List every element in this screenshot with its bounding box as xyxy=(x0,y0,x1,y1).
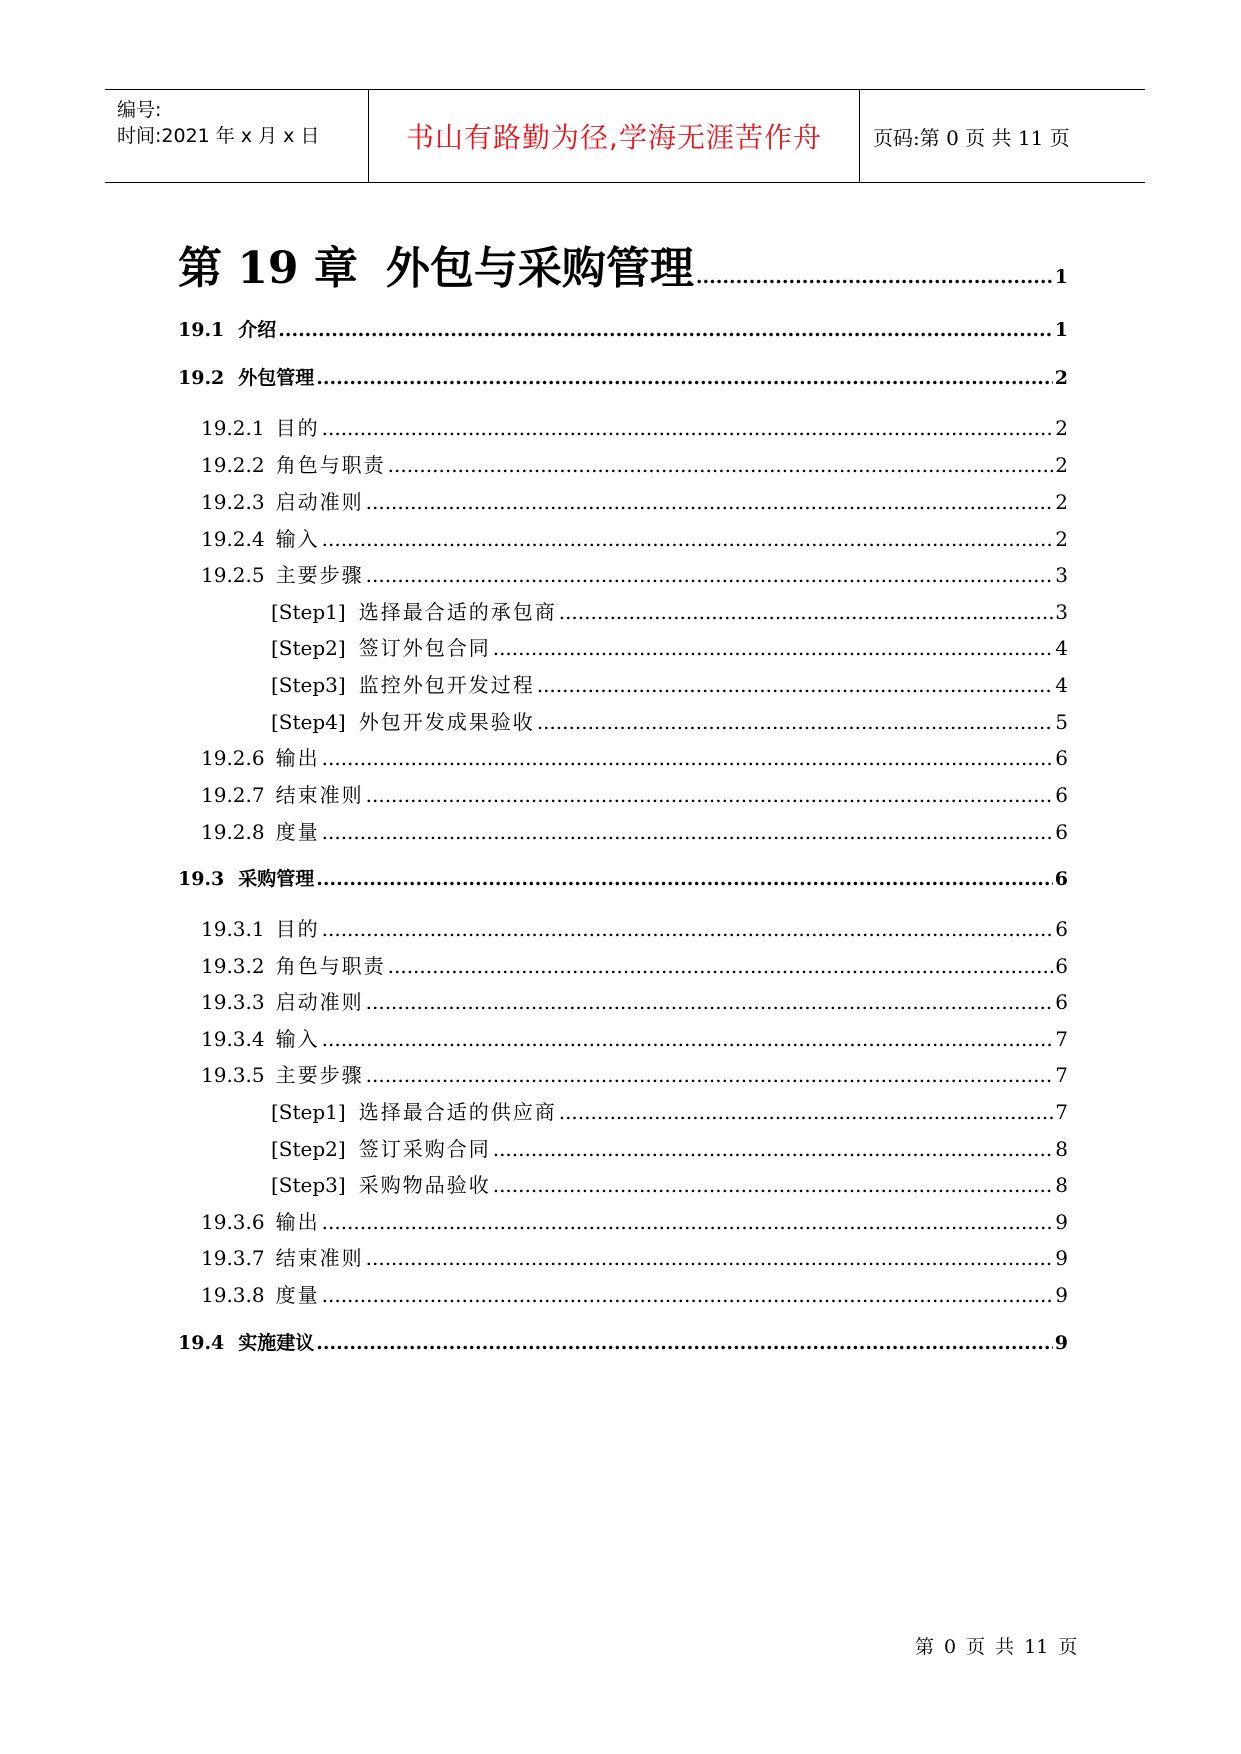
toc-dot-leader xyxy=(316,868,1052,890)
toc-entry-page: 9 xyxy=(1055,1210,1068,1234)
toc-entry-title: 主要步骤 xyxy=(275,563,364,587)
toc-entry-number: 19.4 xyxy=(178,1332,225,1354)
toc-entry-title: 启动准则 xyxy=(275,490,364,514)
toc-entry-page: 2 xyxy=(1055,527,1068,551)
toc-dot-leader xyxy=(493,636,1054,660)
footer-page-unit: 页 xyxy=(966,1636,986,1658)
toc-dot-leader xyxy=(278,319,1052,341)
toc-entry-number: 19.1 xyxy=(178,319,225,341)
header-meta-cell xyxy=(105,90,369,182)
toc-entry-page: 3 xyxy=(1055,563,1068,587)
toc-dot-leader xyxy=(696,266,1053,288)
footer-page-prefix: 第 xyxy=(915,1636,935,1658)
footer-total-prefix: 共 xyxy=(995,1636,1015,1658)
toc-dot-leader xyxy=(366,990,1054,1014)
toc-entry-page: 9 xyxy=(1055,1246,1068,1270)
toc-entry-title: 输出 xyxy=(275,746,320,770)
toc-entry-page: 2 xyxy=(1055,416,1068,440)
toc-entry-19-3-5-step3[interactable] xyxy=(271,1169,1068,1198)
document-number-label: 编号: xyxy=(117,99,162,121)
toc-entry-19-2-5-step3[interactable] xyxy=(271,669,1068,698)
toc-entry-page: 7 xyxy=(1055,1063,1068,1087)
toc-entry-title: 结束准则 xyxy=(275,783,364,807)
toc-entry-number: 19.2.2 xyxy=(201,453,265,477)
toc-entry-title: 采购物品验收 xyxy=(358,1173,491,1197)
toc-entry-page: 2 xyxy=(1054,367,1068,389)
toc-entry-title: 主要步骤 xyxy=(275,1063,364,1087)
toc-entry-title: 输出 xyxy=(275,1210,320,1234)
toc-entry-title: 目的 xyxy=(275,917,320,941)
toc-dot-leader xyxy=(388,954,1054,978)
toc-entry-number: 19.3.8 xyxy=(201,1283,265,1307)
toc-entry-page: 9 xyxy=(1054,1332,1068,1354)
toc-entry-title: 选择最合适的供应商 xyxy=(358,1100,557,1124)
toc-entry-page: 8 xyxy=(1055,1137,1068,1161)
toc-entry-title: 实施建议 xyxy=(238,1332,315,1354)
page-footer xyxy=(915,1632,1087,1659)
toc-dot-leader xyxy=(366,490,1054,514)
toc-dot-leader xyxy=(366,563,1054,587)
toc-entry-number: 19.2 xyxy=(178,367,225,389)
toc-entry-19-3-5[interactable] xyxy=(201,1059,1068,1088)
toc-entry-number: [Step3] xyxy=(271,673,346,697)
toc-entry-19-3-6[interactable] xyxy=(201,1206,1068,1235)
toc-entry-19-2-6[interactable] xyxy=(201,742,1068,771)
toc-entry-title: 启动准则 xyxy=(275,990,364,1014)
toc-entry-title: 角色与职责 xyxy=(275,954,386,978)
toc-entry-title: 外包开发成果验收 xyxy=(358,710,535,734)
toc-entry-number: 19.3.4 xyxy=(201,1027,265,1051)
toc-entry-page: 2 xyxy=(1055,453,1068,477)
toc-entry-title: 度量 xyxy=(275,1283,320,1307)
toc-entry-19-2-2[interactable] xyxy=(201,449,1068,478)
toc-dot-leader xyxy=(366,1246,1054,1270)
toc-dot-leader xyxy=(316,1332,1052,1354)
footer-total-unit: 页 xyxy=(1058,1636,1078,1658)
toc-entry-number: 19.3.3 xyxy=(201,990,265,1014)
toc-entry-number: 19.2.3 xyxy=(201,490,265,514)
toc-entry-title: 外包与采购管理 xyxy=(385,243,694,294)
toc-entry-page: 1 xyxy=(1054,319,1068,341)
toc-entry-number: 19.3 xyxy=(178,868,225,890)
toc-dot-leader xyxy=(322,416,1054,440)
toc-entry-page: 4 xyxy=(1055,673,1068,697)
toc-entry-title: 监控外包开发过程 xyxy=(358,673,535,697)
toc-entry-chapter[interactable] xyxy=(178,232,1068,296)
toc-entry-number: 19.2.6 xyxy=(201,746,265,770)
toc-entry-title: 输入 xyxy=(275,1027,320,1051)
toc-entry-title: 选择最合适的承包商 xyxy=(358,600,557,624)
toc-entry-page: 2 xyxy=(1055,490,1068,514)
page-header xyxy=(105,89,1145,183)
toc-dot-leader xyxy=(366,1063,1054,1087)
toc-entry-page: 4 xyxy=(1055,636,1068,660)
toc-entry-19-3-8[interactable] xyxy=(201,1279,1068,1308)
toc-entry-number: [Step2] xyxy=(271,1137,346,1161)
header-motto-cell xyxy=(369,90,860,182)
toc-entry-19-2[interactable] xyxy=(178,363,1068,390)
toc-entry-title: 签订采购合同 xyxy=(358,1137,491,1161)
toc-entry-number: 19.2.4 xyxy=(201,527,265,551)
toc-entry-title: 角色与职责 xyxy=(275,453,386,477)
toc-entry-number: 19.3.6 xyxy=(201,1210,265,1234)
toc-entry-title: 输入 xyxy=(275,527,320,551)
toc-entry-title: 采购管理 xyxy=(238,868,315,890)
toc-entry-19-3-1[interactable] xyxy=(201,913,1068,942)
toc-entry-19-3-2[interactable] xyxy=(201,950,1068,979)
toc-entry-number: [Step2] xyxy=(271,636,346,660)
toc-entry-19-2-5-step4[interactable] xyxy=(271,706,1068,735)
toc-entry-number: [Step1] xyxy=(271,1100,346,1124)
toc-entry-page: 9 xyxy=(1055,1283,1068,1307)
toc-entry-19-2-1[interactable] xyxy=(201,412,1068,441)
header-motto: 书山有路勤为径,学海无涯苦作舟 xyxy=(406,121,822,154)
toc-dot-leader xyxy=(322,1210,1054,1234)
toc-entry-number: 19.2.7 xyxy=(201,783,265,807)
toc-entry-number: [Step3] xyxy=(271,1173,346,1197)
toc-entry-19-3-7[interactable] xyxy=(201,1242,1068,1271)
toc-dot-leader xyxy=(366,783,1054,807)
header-page-cell xyxy=(860,90,1145,182)
toc-dot-leader xyxy=(388,453,1054,477)
toc-entry-number: [Step1] xyxy=(271,600,346,624)
toc-entry-number: 19.3.1 xyxy=(201,917,265,941)
toc-entry-page: 6 xyxy=(1055,954,1068,978)
toc-entry-19-2-3[interactable] xyxy=(201,486,1068,515)
toc-entry-title: 签订外包合同 xyxy=(358,636,491,660)
toc-entry-19-2-5-step2[interactable] xyxy=(271,632,1068,661)
header-page-info: 页码:第 0 页 共 11 页 xyxy=(873,125,1070,150)
toc-entry-page: 5 xyxy=(1055,710,1068,734)
toc-entry-title: 介绍 xyxy=(238,319,277,341)
toc-entry-page: 7 xyxy=(1055,1100,1068,1124)
toc-entry-page: 6 xyxy=(1055,783,1068,807)
toc-entry-number: 19.3.7 xyxy=(201,1246,265,1270)
toc-entry-19-4[interactable] xyxy=(178,1328,1068,1355)
toc-entry-page: 6 xyxy=(1055,746,1068,770)
toc-dot-leader xyxy=(316,367,1052,389)
toc-entry-number: 19.2.1 xyxy=(201,416,265,440)
toc-entry-19-2-5[interactable] xyxy=(201,559,1068,588)
toc-dot-leader xyxy=(322,1027,1054,1051)
toc-entry-title: 度量 xyxy=(275,820,320,844)
toc-entry-title: 外包管理 xyxy=(238,367,315,389)
toc-entry-19-2-5-step1[interactable] xyxy=(271,596,1068,625)
toc-entry-19-2-8[interactable] xyxy=(201,816,1068,845)
document-time-label: 时间:2021 年 x 月 x 日 xyxy=(117,125,320,147)
toc-dot-leader xyxy=(559,1100,1054,1124)
toc-entry-page: 6 xyxy=(1055,917,1068,941)
toc-entry-19-3-3[interactable] xyxy=(201,986,1068,1015)
toc-entry-page: 7 xyxy=(1055,1027,1068,1051)
toc-entry-page: 6 xyxy=(1054,868,1068,890)
footer-page-number: 0 xyxy=(944,1636,957,1658)
toc-dot-leader xyxy=(322,527,1054,551)
toc-dot-leader xyxy=(493,1173,1054,1197)
toc-entry-19-3-5-step2[interactable] xyxy=(271,1133,1068,1162)
toc-entry-19-1[interactable] xyxy=(178,315,1068,342)
toc-entry-19-3-4[interactable] xyxy=(201,1023,1068,1052)
toc-entry-title: 目的 xyxy=(275,416,320,440)
toc-entry-19-3[interactable] xyxy=(178,864,1068,891)
toc-dot-leader xyxy=(322,746,1054,770)
toc-entry-19-2-4[interactable] xyxy=(201,523,1068,552)
toc-entry-19-3-5-step1[interactable] xyxy=(271,1096,1068,1125)
toc-entry-title: 结束准则 xyxy=(275,1246,364,1270)
toc-entry-19-2-7[interactable] xyxy=(201,779,1068,808)
toc-entry-page: 1 xyxy=(1054,266,1068,288)
toc-dot-leader xyxy=(322,917,1054,941)
toc-entry-page: 6 xyxy=(1055,990,1068,1014)
toc-entry-number: 19.3.2 xyxy=(201,954,265,978)
toc-entry-number: [Step4] xyxy=(271,710,346,734)
footer-total-pages: 11 xyxy=(1024,1636,1049,1658)
toc-entry-number: 19.2.8 xyxy=(201,820,265,844)
toc-entry-number: 第 19 章 xyxy=(178,243,358,294)
toc-entry-page: 3 xyxy=(1055,600,1068,624)
toc-entry-number: 19.2.5 xyxy=(201,563,265,587)
toc-dot-leader xyxy=(559,600,1054,624)
toc-dot-leader xyxy=(537,710,1054,734)
toc-dot-leader xyxy=(322,1283,1054,1307)
toc-dot-leader xyxy=(322,820,1054,844)
toc-dot-leader xyxy=(493,1137,1054,1161)
toc-entry-page: 8 xyxy=(1055,1173,1068,1197)
toc-entry-number: 19.3.5 xyxy=(201,1063,265,1087)
toc-dot-leader xyxy=(537,673,1054,697)
toc-entry-page: 6 xyxy=(1055,820,1068,844)
